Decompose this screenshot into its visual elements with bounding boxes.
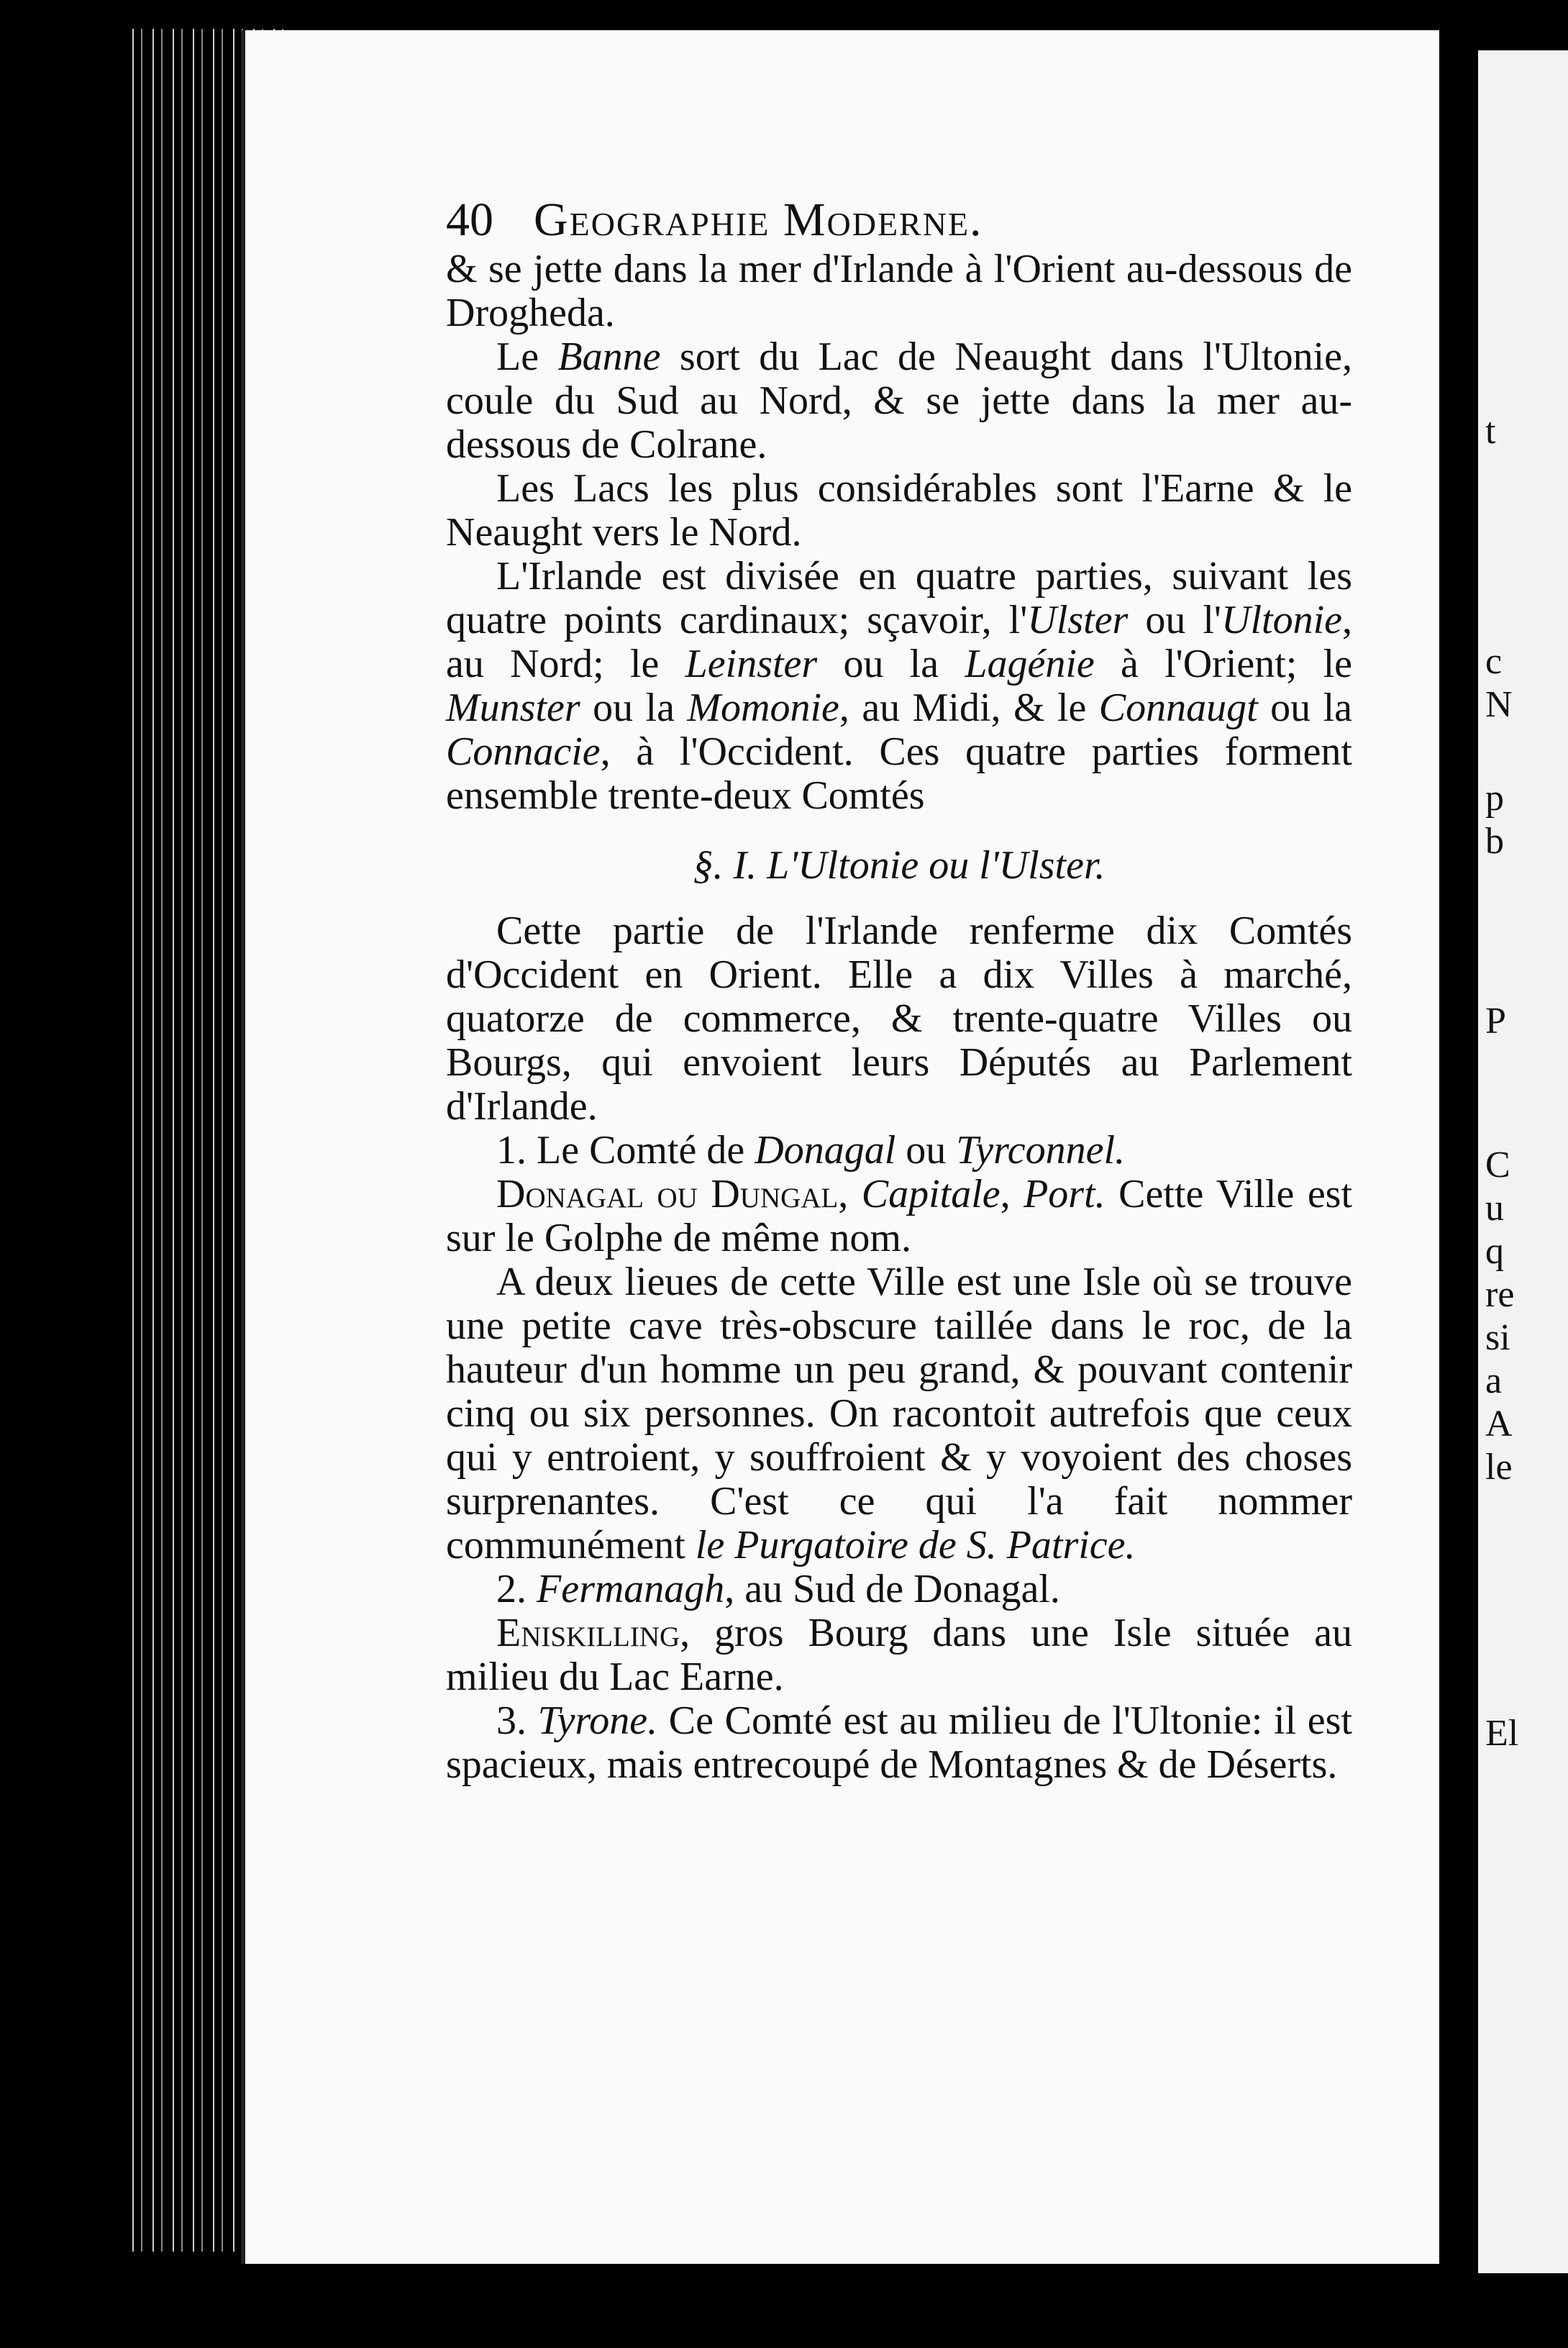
text-run: A deux lieues de cette Ville est une Isle où se trouve une petite cave très-obscure taillée dans le roc, de la hauteur d'un homme un peu grand, & pouvant contenir cinq ou six personnes. On racontoit autrefois que ceux qui y entroient, y souffroient & y voyoient des choses surprenantes. C'est ce qui l'a fait nommer communément — [446, 1260, 1352, 1567]
facing-glyph: b — [1485, 821, 1504, 862]
facing-glyph: c — [1485, 641, 1503, 682]
paragraph-donagal — [446, 1173, 1352, 1260]
list-item-donagal — [446, 1129, 1352, 1173]
place-name: le Purgatoire de S. Patrice. — [695, 1523, 1136, 1567]
place-name: Eniskilling — [496, 1611, 680, 1655]
place-name: Ulster — [1027, 598, 1129, 642]
place-name: Connacie — [446, 729, 601, 774]
facing-glyph: P — [1485, 1001, 1506, 1042]
term: Port. — [1024, 1172, 1106, 1216]
list-item-tyrone — [446, 1699, 1352, 1787]
facing-glyph: le — [1485, 1447, 1513, 1488]
term: Capitale — [861, 1172, 1000, 1216]
facing-page-fragment — [1478, 50, 1568, 2273]
text-run: , — [838, 1172, 862, 1216]
text-run: , à l'Occident. Ces quatre parties forment ensemble trente-deux Comtés — [446, 729, 1352, 818]
place-name: Tyrone. — [537, 1698, 658, 1743]
text-run: ou — [895, 1128, 957, 1173]
place-name: Donagal ou Dungal — [496, 1172, 839, 1216]
paragraph-division — [446, 555, 1352, 818]
paragraph-purgatoire — [446, 1260, 1352, 1567]
place-name: Munster — [446, 686, 580, 730]
facing-glyph: si — [1485, 1317, 1510, 1358]
place-name: Ultonie — [1221, 598, 1343, 642]
facing-glyph: t — [1485, 411, 1496, 452]
facing-glyph: p — [1485, 778, 1504, 819]
section-heading: §. I. L'Ultonie ou l'Ulster. — [693, 843, 1106, 888]
text-run: Le — [496, 335, 558, 379]
facing-glyph: El — [1485, 1713, 1519, 1754]
list-item-fermanagh — [446, 1567, 1352, 1611]
text-run: sort du Lac de Neaught dans l'Ultonie, coule du Sud au Nord, & se jette dans la mer au-dessous de Colrane. — [446, 335, 1352, 467]
text-run: à l'Orient; le — [1094, 642, 1352, 686]
text-run: ou la — [817, 642, 965, 686]
facing-glyph: q — [1485, 1231, 1504, 1272]
place-name: Leinster — [685, 642, 818, 686]
place-name: Banne — [557, 335, 661, 379]
facing-glyph: C — [1485, 1145, 1510, 1186]
text-run: , au Sud de Donagal. — [724, 1567, 1060, 1611]
facing-glyph: re — [1485, 1274, 1515, 1315]
page-text — [446, 194, 1353, 1787]
text-run: 3. — [496, 1698, 538, 1743]
text-run: ou l' — [1128, 598, 1222, 642]
text-run: , gros Bourg dans une Isle située au milieu du Lac Earne. — [446, 1611, 1352, 1699]
text-run: ou la — [1257, 686, 1352, 730]
text-run: 1. Le Comté de — [496, 1128, 755, 1173]
text-run: L'Irlande est divisée en quatre parties, suivant les quatre points cardinaux; sçavoir, l' — [446, 554, 1352, 642]
place-name: Connaugt — [1098, 686, 1258, 730]
text-run: Cette Ville est sur le Golphe de même nom. — [446, 1172, 1353, 1260]
place-name: Fermanagh — [537, 1567, 725, 1611]
place-name: Momonie — [687, 686, 839, 730]
paragraph-banne — [446, 335, 1352, 467]
running-title: Geographie Moderne. — [534, 194, 983, 246]
paragraph-lakes: Les Lacs les plus considérables sont l'Earne & le Neaught vers le Nord. — [446, 466, 1352, 555]
running-header — [446, 194, 1352, 246]
page-number: 40 — [446, 194, 493, 246]
text-run: ou la — [580, 686, 688, 730]
paragraph-ultonie: Cette partie de l'Irlande renferme dix Comtés d'Occident en Orient. Elle a dix Villes à marché, quatorze de commerce, & trente-quatre Villes ou Bourgs, qui envoient leurs Députés au Parlement d'Irlande. — [446, 909, 1352, 1129]
text-run: 2. — [496, 1567, 537, 1611]
place-name: Donagal — [755, 1128, 896, 1173]
paragraph-continuation: & se jette dans la mer d'Irlande à l'Orient au-dessous de Drogheda. — [446, 247, 1352, 335]
facing-glyph: A — [1485, 1403, 1513, 1444]
text-run: , au Midi, & le — [839, 686, 1099, 730]
place-name: Tyrconnel. — [956, 1128, 1126, 1173]
text-run: Ce Comté est au milieu de l'Ultonie: il est spacieux, mais entrecoupé de Montagnes & de Déserts. — [446, 1698, 1352, 1787]
place-name: Lagénie — [965, 642, 1095, 686]
facing-glyph: N — [1485, 684, 1513, 725]
facing-glyph: a — [1485, 1360, 1503, 1401]
facing-glyph: u — [1485, 1188, 1504, 1229]
text-run: , au Nord; le — [446, 598, 1353, 686]
paragraph-eniskilling — [446, 1611, 1352, 1699]
text-run: , — [1000, 1172, 1024, 1216]
